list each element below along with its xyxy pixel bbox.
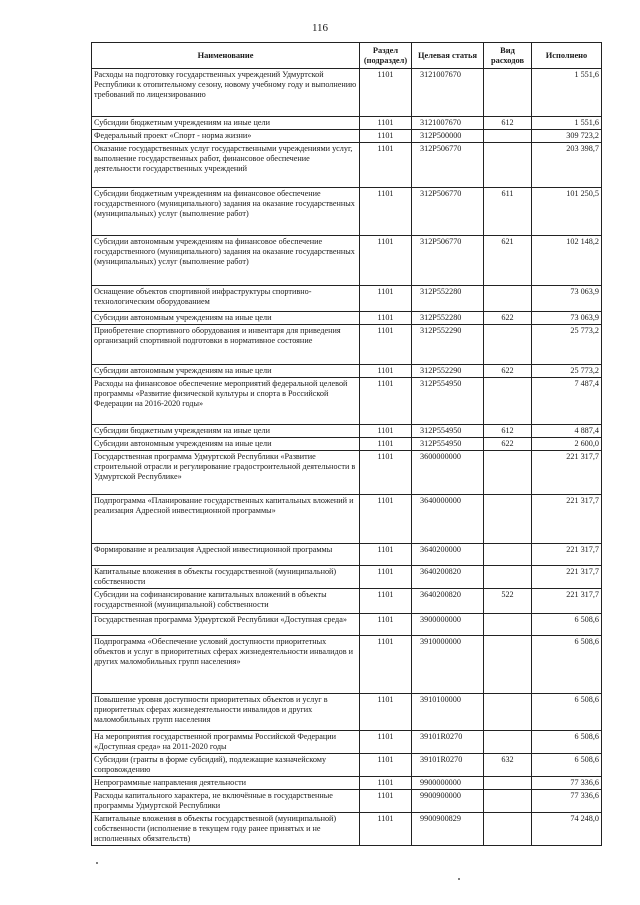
row-amount-cell: 4 887,4 — [532, 425, 602, 438]
row-section-cell: 1101 — [360, 325, 412, 365]
row-section-cell: 1101 — [360, 286, 412, 312]
row-type-cell — [484, 69, 532, 117]
row-name-cell: Непрограммные направления деятельности — [92, 777, 360, 790]
row-amount-cell: 6 508,6 — [532, 731, 602, 754]
table-row — [92, 117, 602, 130]
row-type-cell: 612 — [484, 117, 532, 130]
row-target-cell: 3640200820 — [412, 566, 484, 589]
row-type-cell: 621 — [484, 236, 532, 286]
row-target-cell: 312P552280 — [412, 312, 484, 325]
row-section-cell: 1101 — [360, 790, 412, 813]
row-section-cell: 1101 — [360, 236, 412, 286]
row-name-cell: Капитальные вложения в объекты государственной (муниципальной) собственности (исполнение в текущем году ранее принятых и не исполненных обязательств) — [92, 813, 360, 846]
row-target-cell: 3640200000 — [412, 544, 484, 566]
row-type-cell — [484, 378, 532, 425]
row-target-cell: 312P554950 — [412, 425, 484, 438]
row-type-cell — [484, 130, 532, 143]
row-target-cell: 312P506770 — [412, 143, 484, 188]
row-name-cell: Приобретение спортивного оборудования и инвентаря для приведения организаций спортивной подготовки в нормативное состояние — [92, 325, 360, 365]
header-type: Вид расходов — [484, 43, 532, 69]
table-row — [92, 286, 602, 312]
header-section: Раздел (подраздел) — [360, 43, 412, 69]
table-row — [92, 777, 602, 790]
header-target: Целевая статья — [412, 43, 484, 69]
row-target-cell: 39101R0270 — [412, 754, 484, 777]
row-name-cell: Государственная программа Удмуртской Республики «Развитие строительной отрасли и регулирование градостроительной деятельности в Удмуртской Республике» — [92, 451, 360, 495]
row-section-cell: 1101 — [360, 438, 412, 451]
row-name-cell: Субсидии автономным учреждениям на иные цели — [92, 438, 360, 451]
row-type-cell — [484, 495, 532, 544]
row-section-cell: 1101 — [360, 731, 412, 754]
row-name-cell: Капитальные вложения в объекты государственной (муниципальной) собственности — [92, 566, 360, 589]
row-name-cell: Субсидии автономным учреждениям на финансовое обеспечение государственного (муниципального) задания на оказание государственных (муниципальных) услуг (выполнение работ) — [92, 236, 360, 286]
table-row — [92, 754, 602, 777]
row-target-cell: 3600000000 — [412, 451, 484, 495]
row-name-cell: Расходы на подготовку государственных учреждений Удмуртской Республики к отопительному сезону, новому учебному году и выполнению требований по лицензированию — [92, 69, 360, 117]
row-section-cell: 1101 — [360, 813, 412, 846]
row-name-cell: На мероприятия государственной программы Российской Федерации «Доступная среда» на 2011-2020 годы — [92, 731, 360, 754]
row-target-cell: 3121007670 — [412, 69, 484, 117]
row-section-cell: 1101 — [360, 378, 412, 425]
row-section-cell: 1101 — [360, 117, 412, 130]
row-type-cell — [484, 566, 532, 589]
row-amount-cell: 221 317,7 — [532, 495, 602, 544]
table-row — [92, 451, 602, 495]
row-type-cell — [484, 325, 532, 365]
table-row — [92, 566, 602, 589]
row-name-cell: Расходы капитального характера, не включённые в государственные программы Удмуртской Республики — [92, 790, 360, 813]
row-type-cell: 622 — [484, 438, 532, 451]
table-row — [92, 438, 602, 451]
row-target-cell: 39101R0270 — [412, 731, 484, 754]
row-section-cell: 1101 — [360, 589, 412, 614]
scan-speck — [96, 862, 98, 864]
row-type-cell — [484, 813, 532, 846]
row-target-cell: 312P552280 — [412, 286, 484, 312]
row-target-cell: 9900000000 — [412, 777, 484, 790]
row-name-cell: Субсидии бюджетным учреждениям на иные цели — [92, 425, 360, 438]
table-row — [92, 790, 602, 813]
row-target-cell: 3121007670 — [412, 117, 484, 130]
row-amount-cell: 6 508,6 — [532, 636, 602, 694]
row-section-cell: 1101 — [360, 694, 412, 731]
row-type-cell — [484, 286, 532, 312]
row-amount-cell: 1 551,6 — [532, 69, 602, 117]
row-name-cell: Федеральный проект «Спорт - норма жизни» — [92, 130, 360, 143]
row-name-cell: Субсидии автономным учреждениям на иные цели — [92, 365, 360, 378]
row-type-cell — [484, 636, 532, 694]
row-section-cell: 1101 — [360, 312, 412, 325]
row-amount-cell: 309 723,2 — [532, 130, 602, 143]
row-name-cell: Формирование и реализация Адресной инвестиционной программы — [92, 544, 360, 566]
row-amount-cell: 221 317,7 — [532, 589, 602, 614]
row-amount-cell: 101 250,5 — [532, 188, 602, 236]
row-name-cell: Субсидии бюджетным учреждениям на финансовое обеспечение государственного (муниципального) задания на оказание государственных (муниципальных) услуг (выполнение работ) — [92, 188, 360, 236]
row-type-cell — [484, 544, 532, 566]
row-section-cell: 1101 — [360, 451, 412, 495]
row-target-cell: 312P552290 — [412, 365, 484, 378]
row-type-cell: 612 — [484, 425, 532, 438]
row-name-cell: Подпрограмма «Обеспечение условий доступности приоритетных объектов и услуг в приоритетных сферах жизнедеятельности инвалидов и других маломобильных групп населения» — [92, 636, 360, 694]
row-section-cell: 1101 — [360, 69, 412, 117]
table-row — [92, 69, 602, 117]
row-type-cell: 632 — [484, 754, 532, 777]
table-body — [92, 69, 602, 846]
row-type-cell — [484, 694, 532, 731]
row-type-cell — [484, 451, 532, 495]
row-amount-cell: 6 508,6 — [532, 694, 602, 731]
row-amount-cell: 221 317,7 — [532, 566, 602, 589]
row-target-cell: 3910000000 — [412, 636, 484, 694]
row-section-cell: 1101 — [360, 143, 412, 188]
row-amount-cell: 6 508,6 — [532, 754, 602, 777]
row-target-cell: 312P506770 — [412, 236, 484, 286]
row-amount-cell: 77 336,6 — [532, 790, 602, 813]
row-section-cell: 1101 — [360, 614, 412, 636]
row-section-cell: 1101 — [360, 495, 412, 544]
row-type-cell — [484, 777, 532, 790]
row-amount-cell: 77 336,6 — [532, 777, 602, 790]
row-type-cell: 622 — [484, 365, 532, 378]
row-type-cell — [484, 143, 532, 188]
row-target-cell: 3640200820 — [412, 589, 484, 614]
row-amount-cell: 73 063,9 — [532, 286, 602, 312]
table-row — [92, 813, 602, 846]
row-type-cell: 611 — [484, 188, 532, 236]
table-header-row — [92, 43, 602, 69]
row-target-cell: 312P554950 — [412, 378, 484, 425]
row-target-cell: 312P554950 — [412, 438, 484, 451]
scan-speck — [458, 878, 460, 880]
table-row — [92, 694, 602, 731]
row-target-cell: 312P500000 — [412, 130, 484, 143]
table-row — [92, 636, 602, 694]
row-name-cell: Повышение уровня доступности приоритетных объектов и услуг в приоритетных сферах жизнедеятельности инвалидов и других маломобильных групп населения — [92, 694, 360, 731]
table-row — [92, 325, 602, 365]
table-row — [92, 614, 602, 636]
table-row — [92, 130, 602, 143]
row-target-cell: 312P552290 — [412, 325, 484, 365]
row-type-cell — [484, 731, 532, 754]
row-section-cell: 1101 — [360, 365, 412, 378]
table-row — [92, 312, 602, 325]
table-row — [92, 188, 602, 236]
row-target-cell: 3640000000 — [412, 495, 484, 544]
row-section-cell: 1101 — [360, 188, 412, 236]
row-amount-cell: 221 317,7 — [532, 544, 602, 566]
row-amount-cell: 102 148,2 — [532, 236, 602, 286]
row-amount-cell: 25 773,2 — [532, 325, 602, 365]
row-section-cell: 1101 — [360, 544, 412, 566]
table-row — [92, 589, 602, 614]
row-type-cell — [484, 614, 532, 636]
table-row — [92, 495, 602, 544]
page-number: 116 — [311, 22, 329, 34]
row-amount-cell: 203 398,7 — [532, 143, 602, 188]
budget-table — [91, 42, 602, 846]
row-target-cell: 3900000000 — [412, 614, 484, 636]
header-amount: Исполнено — [532, 43, 602, 69]
header-name: Наименование — [92, 43, 360, 69]
table-row — [92, 143, 602, 188]
row-type-cell: 622 — [484, 312, 532, 325]
row-amount-cell: 74 248,0 — [532, 813, 602, 846]
row-amount-cell: 6 508,6 — [532, 614, 602, 636]
table-row — [92, 236, 602, 286]
row-name-cell: Субсидии на софинансирование капитальных вложений в объекты государственной (муниципальной) собственности — [92, 589, 360, 614]
row-section-cell: 1101 — [360, 777, 412, 790]
row-amount-cell: 221 317,7 — [532, 451, 602, 495]
row-target-cell: 9900900829 — [412, 813, 484, 846]
row-target-cell: 312P506770 — [412, 188, 484, 236]
row-target-cell: 3910100000 — [412, 694, 484, 731]
row-name-cell: Подпрограмма «Планирование государственных капитальных вложений и реализация Адресной инвестиционной программы» — [92, 495, 360, 544]
row-section-cell: 1101 — [360, 566, 412, 589]
row-type-cell: 522 — [484, 589, 532, 614]
row-section-cell: 1101 — [360, 636, 412, 694]
row-section-cell: 1101 — [360, 425, 412, 438]
row-type-cell — [484, 790, 532, 813]
table-row — [92, 425, 602, 438]
row-target-cell: 9900900000 — [412, 790, 484, 813]
row-name-cell: Субсидии бюджетным учреждениям на иные цели — [92, 117, 360, 130]
row-section-cell: 1101 — [360, 130, 412, 143]
row-amount-cell: 2 600,0 — [532, 438, 602, 451]
row-name-cell: Оказание государственных услуг государственными учреждениями услуг, выполнение государственных работ, финансовое обеспечение деятельности государственных учреждений — [92, 143, 360, 188]
row-name-cell: Оснащение объектов спортивной инфраструктуры спортивно-технологическим оборудованием — [92, 286, 360, 312]
table-row — [92, 731, 602, 754]
table-row — [92, 378, 602, 425]
table-row — [92, 544, 602, 566]
row-section-cell: 1101 — [360, 754, 412, 777]
row-name-cell: Государственная программа Удмуртской Республики «Доступная среда» — [92, 614, 360, 636]
row-name-cell: Субсидии (гранты в форме субсидий), подлежащие казначейскому сопровождению — [92, 754, 360, 777]
row-name-cell: Субсидии автономным учреждениям на иные цели — [92, 312, 360, 325]
row-amount-cell: 1 551,6 — [532, 117, 602, 130]
row-amount-cell: 7 487,4 — [532, 378, 602, 425]
table-row — [92, 365, 602, 378]
row-amount-cell: 73 063,9 — [532, 312, 602, 325]
row-amount-cell: 25 773,2 — [532, 365, 602, 378]
row-name-cell: Расходы на финансовое обеспечение мероприятий федеральной целевой программы «Развитие физической культуры и спорта в Российской Федерации на 2016-2020 годы» — [92, 378, 360, 425]
